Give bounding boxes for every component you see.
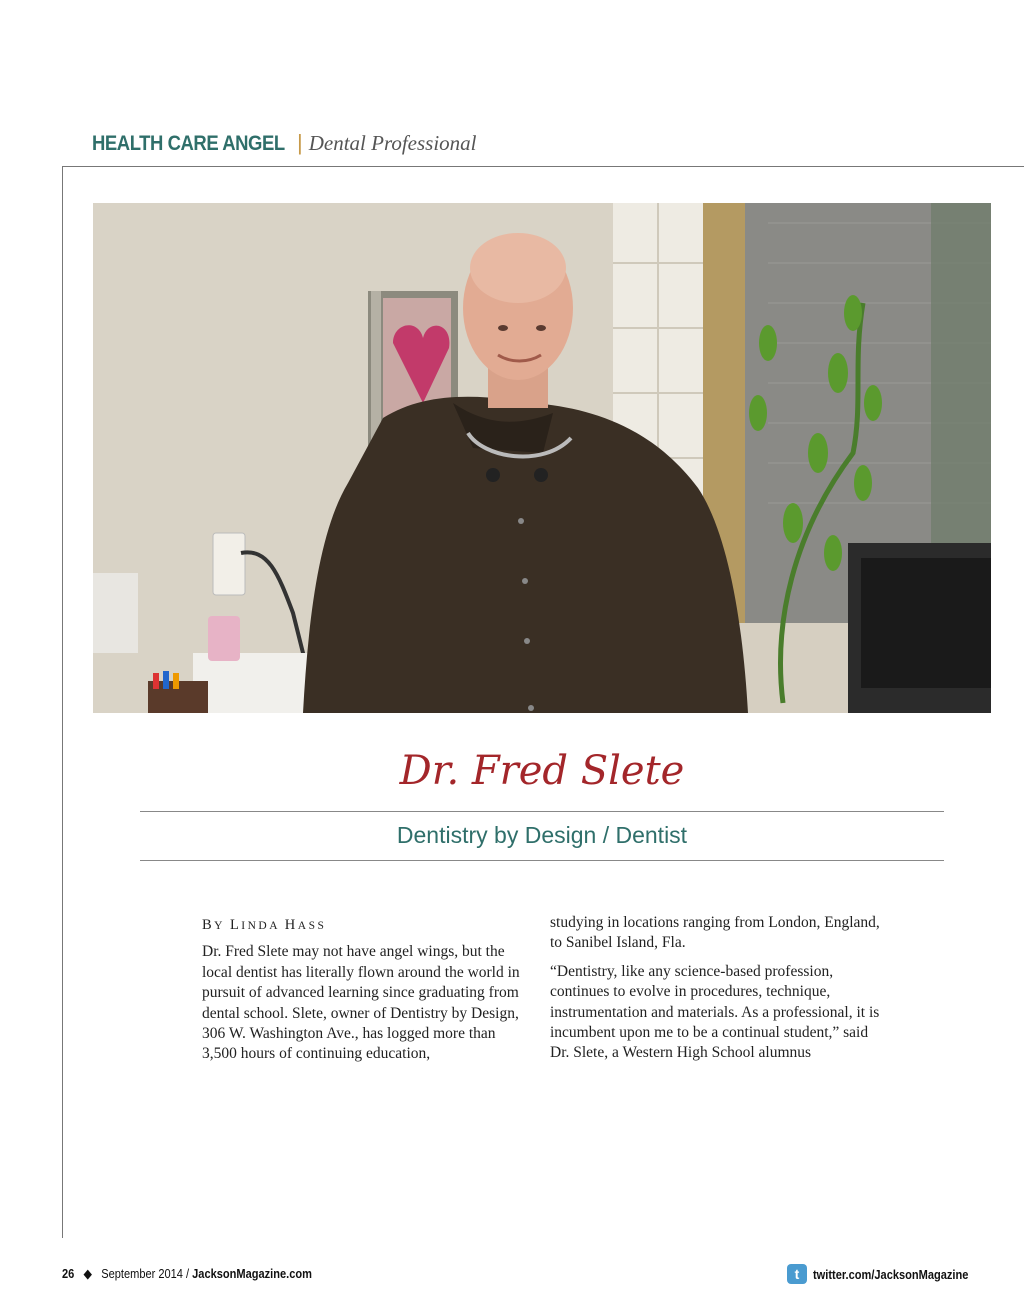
practice-subtitle: Dentistry by Design / Dentist [396,822,688,848]
section-header [92,130,477,160]
article-paragraph: Dr. Fred Slete may not have angel wings, but the local dentist has literally flown around the world in pursuit of advanced learning since graduating from dental school. Slete, owner of Dentistry by Design, 306 W. Washington Ave., has logged more than 3,500 hours of continuing education, [202,943,520,1063]
twitter-icon: t [787,1264,807,1284]
footer-issue-info [62,1266,312,1282]
frame-left-rule [62,166,63,1238]
title-rule-top [140,811,944,812]
article-column-1 [202,915,532,1073]
frame-top-rule [62,166,1024,167]
title-rule-bottom [140,860,944,861]
byline [202,915,532,936]
website-link[interactable]: JacksonMagazine.com [192,1266,312,1281]
section-separator: | [297,130,303,155]
footer-twitter[interactable] [787,1264,996,1284]
byline-author: LINDA HASS [229,917,327,933]
section-title: HEALTH CARE ANGEL [92,132,285,155]
article-column-2 [550,913,880,1072]
section-subtitle: Dental Professional [308,131,477,155]
page-number: 26 [62,1266,75,1281]
bullet-icon: ◆ [83,1266,93,1281]
article-paragraph: studying in locations ranging from London, England, to Sanibel Island, Fla. [550,914,880,952]
doctor-name-title: Dr. Fred Slete [399,748,685,794]
twitter-link[interactable]: twitter.com/JacksonMagazine [813,1266,969,1282]
issue-date: September 2014 / [101,1266,193,1281]
article-paragraph: “Dentistry, like any science-based profession, continues to evolve in procedures, technique, instrumentation and materials. As a professional, it is incumbent upon me to be a continual student,” said Dr. Slete, a Western High School alumnus [550,962,880,1062]
portrait-photo [93,203,991,713]
byline-prefix: BY [202,917,225,933]
